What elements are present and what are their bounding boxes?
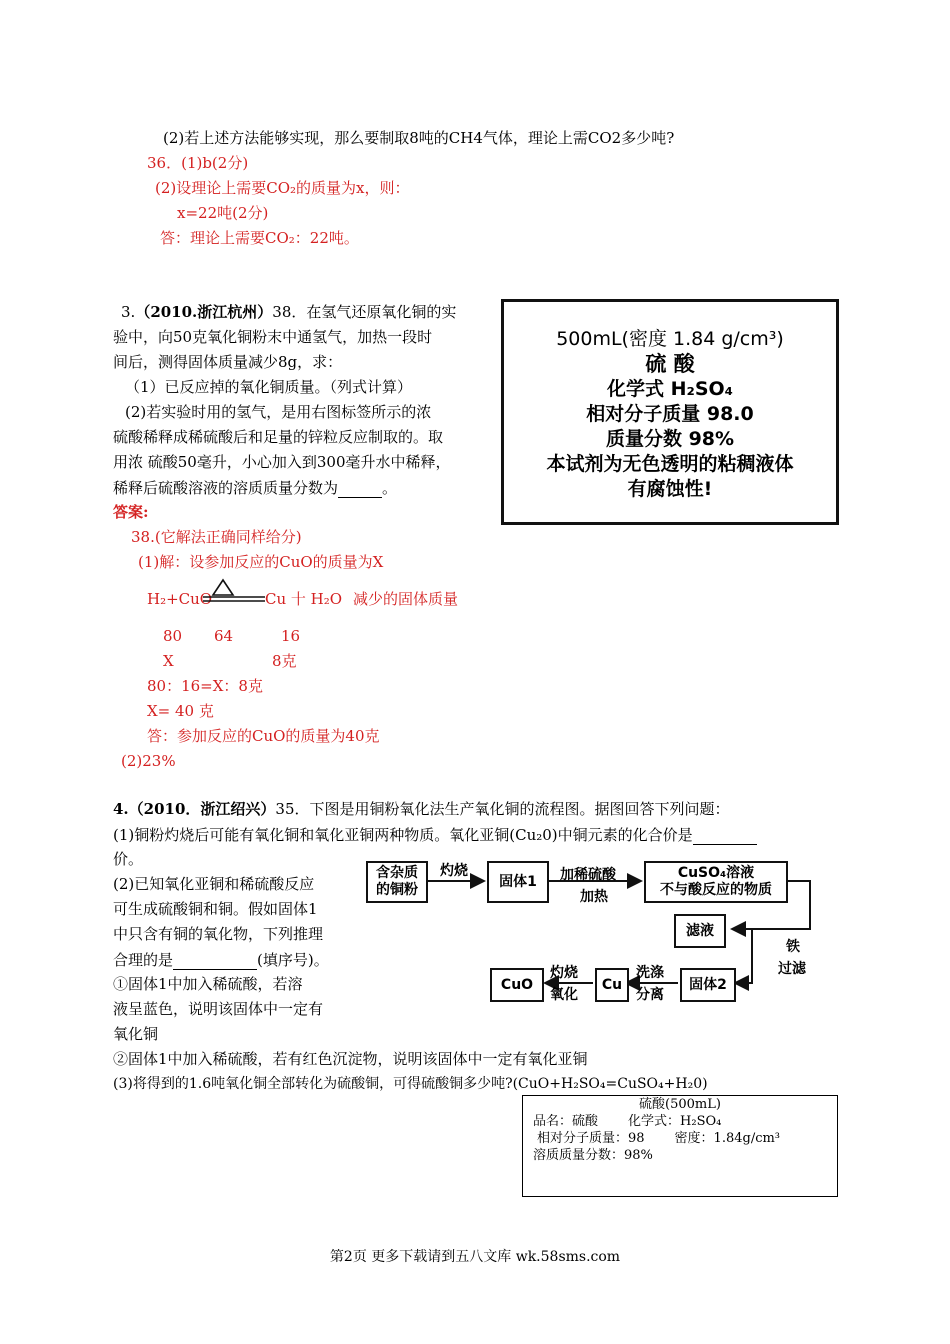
flow-box-solid2: 固体2 bbox=[680, 968, 736, 1002]
q4-part2-fill: (填序号)。 bbox=[257, 951, 329, 969]
info-title: 硫酸(500mL) bbox=[639, 1097, 721, 1112]
label-volume-density: 500mL(密度 1.84 g/cm³) bbox=[556, 328, 784, 350]
q3-line8-text: 稀释后硫酸溶液的溶质质量分数为 bbox=[113, 479, 339, 497]
answer-36-line4: 答：理论上需要CO₂：22吨。 bbox=[160, 229, 359, 247]
label-molar-mass: 相对分子质量 98.0 bbox=[586, 403, 754, 425]
flow-box-cuso4 bbox=[644, 861, 788, 903]
info-density: 密度：1.84g/cm³ bbox=[674, 1131, 781, 1146]
answer-blank bbox=[173, 949, 257, 970]
equation-right: Cu 十 H₂O bbox=[265, 590, 343, 608]
flow-box-raw-copper-line1: 含杂质 bbox=[376, 865, 418, 881]
answer-label: 答案: bbox=[113, 503, 149, 521]
info-name: 品名：硫酸 bbox=[533, 1114, 599, 1129]
flow-box-cuso4-line1: CuSO₄溶液 bbox=[677, 865, 755, 881]
q4-option1-line1: ①固体1中加入稀硫酸，若溶 bbox=[113, 975, 303, 993]
flow-label-add-acid: 加稀硫酸 bbox=[560, 867, 616, 883]
answer-blank bbox=[693, 824, 757, 845]
q4-part1-end: 价。 bbox=[113, 850, 144, 868]
label-description: 本试剂为无色透明的粘稠液体 bbox=[546, 453, 794, 475]
answer-38-line2: (1)解：设参加反应的CuO的质量为X bbox=[138, 553, 384, 571]
flow-label-heat: 加热 bbox=[580, 889, 608, 905]
q4-part1 bbox=[113, 824, 757, 845]
flow-box-raw-copper bbox=[366, 861, 428, 903]
q4-part2-line4-text: 合理的是 bbox=[113, 951, 174, 969]
label-mass-fraction: 质量分数 98% bbox=[605, 428, 735, 450]
info-formula: 化学式：H₂SO₄ bbox=[628, 1114, 722, 1129]
sulfuric-acid-label bbox=[501, 299, 839, 525]
flow-box-cu: Cu bbox=[595, 968, 629, 1002]
mass-diff: 16 bbox=[281, 627, 301, 645]
flow-label-separate: 分离 bbox=[636, 987, 664, 1003]
equation-note: 减少的固体质量 bbox=[353, 590, 459, 608]
q4-part2-line3: 中只含有铜的氧化物，下列推理 bbox=[113, 925, 324, 943]
flow-label-iron: 铁 bbox=[786, 939, 800, 955]
acid-info-box bbox=[522, 1095, 838, 1197]
answer-part2: (2)23% bbox=[121, 752, 176, 770]
q4-option1-line3: 氧化铜 bbox=[113, 1025, 159, 1043]
q3-line1: 38．在氢气还原氧化铜的实 bbox=[272, 303, 457, 321]
flow-label-calcine: 灼烧 bbox=[440, 863, 468, 879]
flow-label-wash: 洗涤 bbox=[636, 965, 664, 981]
info-row3: 溶质质量分数：98% bbox=[533, 1148, 653, 1163]
q3-number: 3. bbox=[121, 303, 136, 321]
answer-36-line2: (2)设理论上需要CO₂的质量为x，则： bbox=[155, 179, 410, 197]
answer-36-line3: x=22吨(2分) bbox=[177, 204, 269, 222]
ratio-line: 80：16=X：8克 bbox=[147, 677, 263, 695]
label-warning: 有腐蚀性! bbox=[627, 478, 713, 500]
q3-line6: 硫酸稀释成稀硫酸后和足量的锌粒反应制取的。取 bbox=[113, 428, 444, 446]
q4-source: 4.（2010．浙江绍兴） bbox=[113, 800, 276, 818]
flow-box-solid1: 固体1 bbox=[487, 861, 549, 903]
q4-heading bbox=[113, 799, 730, 819]
q3-line3: 间后，测得固体质量减少8g，求： bbox=[113, 353, 343, 371]
q4-part3: (3)将得到的1.6吨氧化铜全部转化为硫酸铜，可得硫酸铜多少吨?(CuO+H₂SO₄=CuSO₄+H₂0) bbox=[113, 1076, 708, 1092]
q4-option1-line2: 液呈蓝色，说明该固体中一定有 bbox=[113, 1000, 324, 1018]
info-row1 bbox=[523, 1113, 837, 1130]
flow-label-calcine2: 灼烧 bbox=[550, 965, 578, 981]
equation-left: H₂+CuO bbox=[147, 590, 213, 608]
known-8g: 8克 bbox=[272, 652, 297, 670]
q4-option2: ②固体1中加入稀硫酸，若有红色沉淀物，说明该固体中一定有氧化亚铜 bbox=[113, 1050, 588, 1068]
x-value: X= 40 克 bbox=[147, 702, 214, 720]
info-molar-mass: 相对分子质量：98 bbox=[537, 1131, 645, 1146]
answer-blank bbox=[338, 477, 382, 498]
question-2-text: (2)若上述方法能够实现，那么要制取8吨的CH4气体，理论上需CO2多少吨? bbox=[163, 129, 675, 147]
q3-line7: 用浓 硫酸50毫升，小心加入到300毫升水中稀释， bbox=[113, 453, 451, 471]
unknown-x: X bbox=[163, 652, 174, 670]
q3-line5: (2)若实验时用的氢气，是用右图标签所示的浓 bbox=[125, 403, 432, 421]
q3-line8-end: 。 bbox=[382, 479, 398, 497]
heat-condition-symbol bbox=[203, 578, 265, 604]
answer-38-line1: 38.(它解法正确同样给分) bbox=[131, 528, 302, 546]
q3-source: （2010.浙江杭州） bbox=[135, 303, 273, 321]
q3-line2: 验中，向50克氧化铜粉末中通氢气，加热一段时 bbox=[113, 328, 433, 346]
flow-label-filter: 过滤 bbox=[778, 961, 806, 977]
label-name: 硫 酸 bbox=[645, 352, 695, 376]
page-footer: 第2页 更多下载请到五八文库 wk.58sms.com bbox=[329, 1249, 621, 1265]
q4-intro: 35．下图是用铜粉氧化法生产氧化铜的流程图。据图回答下列问题： bbox=[275, 800, 730, 818]
label-formula: 化学式 H₂SO₄ bbox=[607, 378, 733, 400]
q4-part1-text: (1)铜粉灼烧后可能有氧化铜和氧化亚铜两种物质。氧化亚铜(Cu₂0)中铜元素的化合价是 bbox=[113, 826, 693, 844]
q3-line8 bbox=[113, 477, 397, 498]
q4-part2-line1: (2)已知氧化亚铜和稀硫酸反应 bbox=[113, 875, 315, 893]
q3-first-line bbox=[121, 302, 456, 322]
info-row2 bbox=[523, 1130, 837, 1147]
mass-cuo: 80 bbox=[163, 627, 183, 645]
flow-box-filtrate: 滤液 bbox=[674, 914, 726, 948]
mass-cu: 64 bbox=[214, 627, 234, 645]
flow-box-raw-copper-line2: 的铜粉 bbox=[376, 882, 418, 898]
q4-part2-line4 bbox=[113, 949, 329, 970]
q4-part2-line2: 可生成硫酸铜和铜。假如固体1 bbox=[113, 900, 318, 918]
q3-line4: （1）已反应掉的氧化铜质量。（列式计算） bbox=[125, 378, 413, 396]
final-answer: 答：参加反应的CuO的质量为40克 bbox=[147, 727, 380, 745]
flow-box-cuo: CuO bbox=[490, 968, 544, 1002]
flow-box-cuso4-line2: 不与酸反应的物质 bbox=[660, 882, 772, 898]
answer-36-head: 36．(1)b(2分) bbox=[147, 154, 249, 172]
flow-label-oxidize: 氧化 bbox=[550, 987, 578, 1003]
